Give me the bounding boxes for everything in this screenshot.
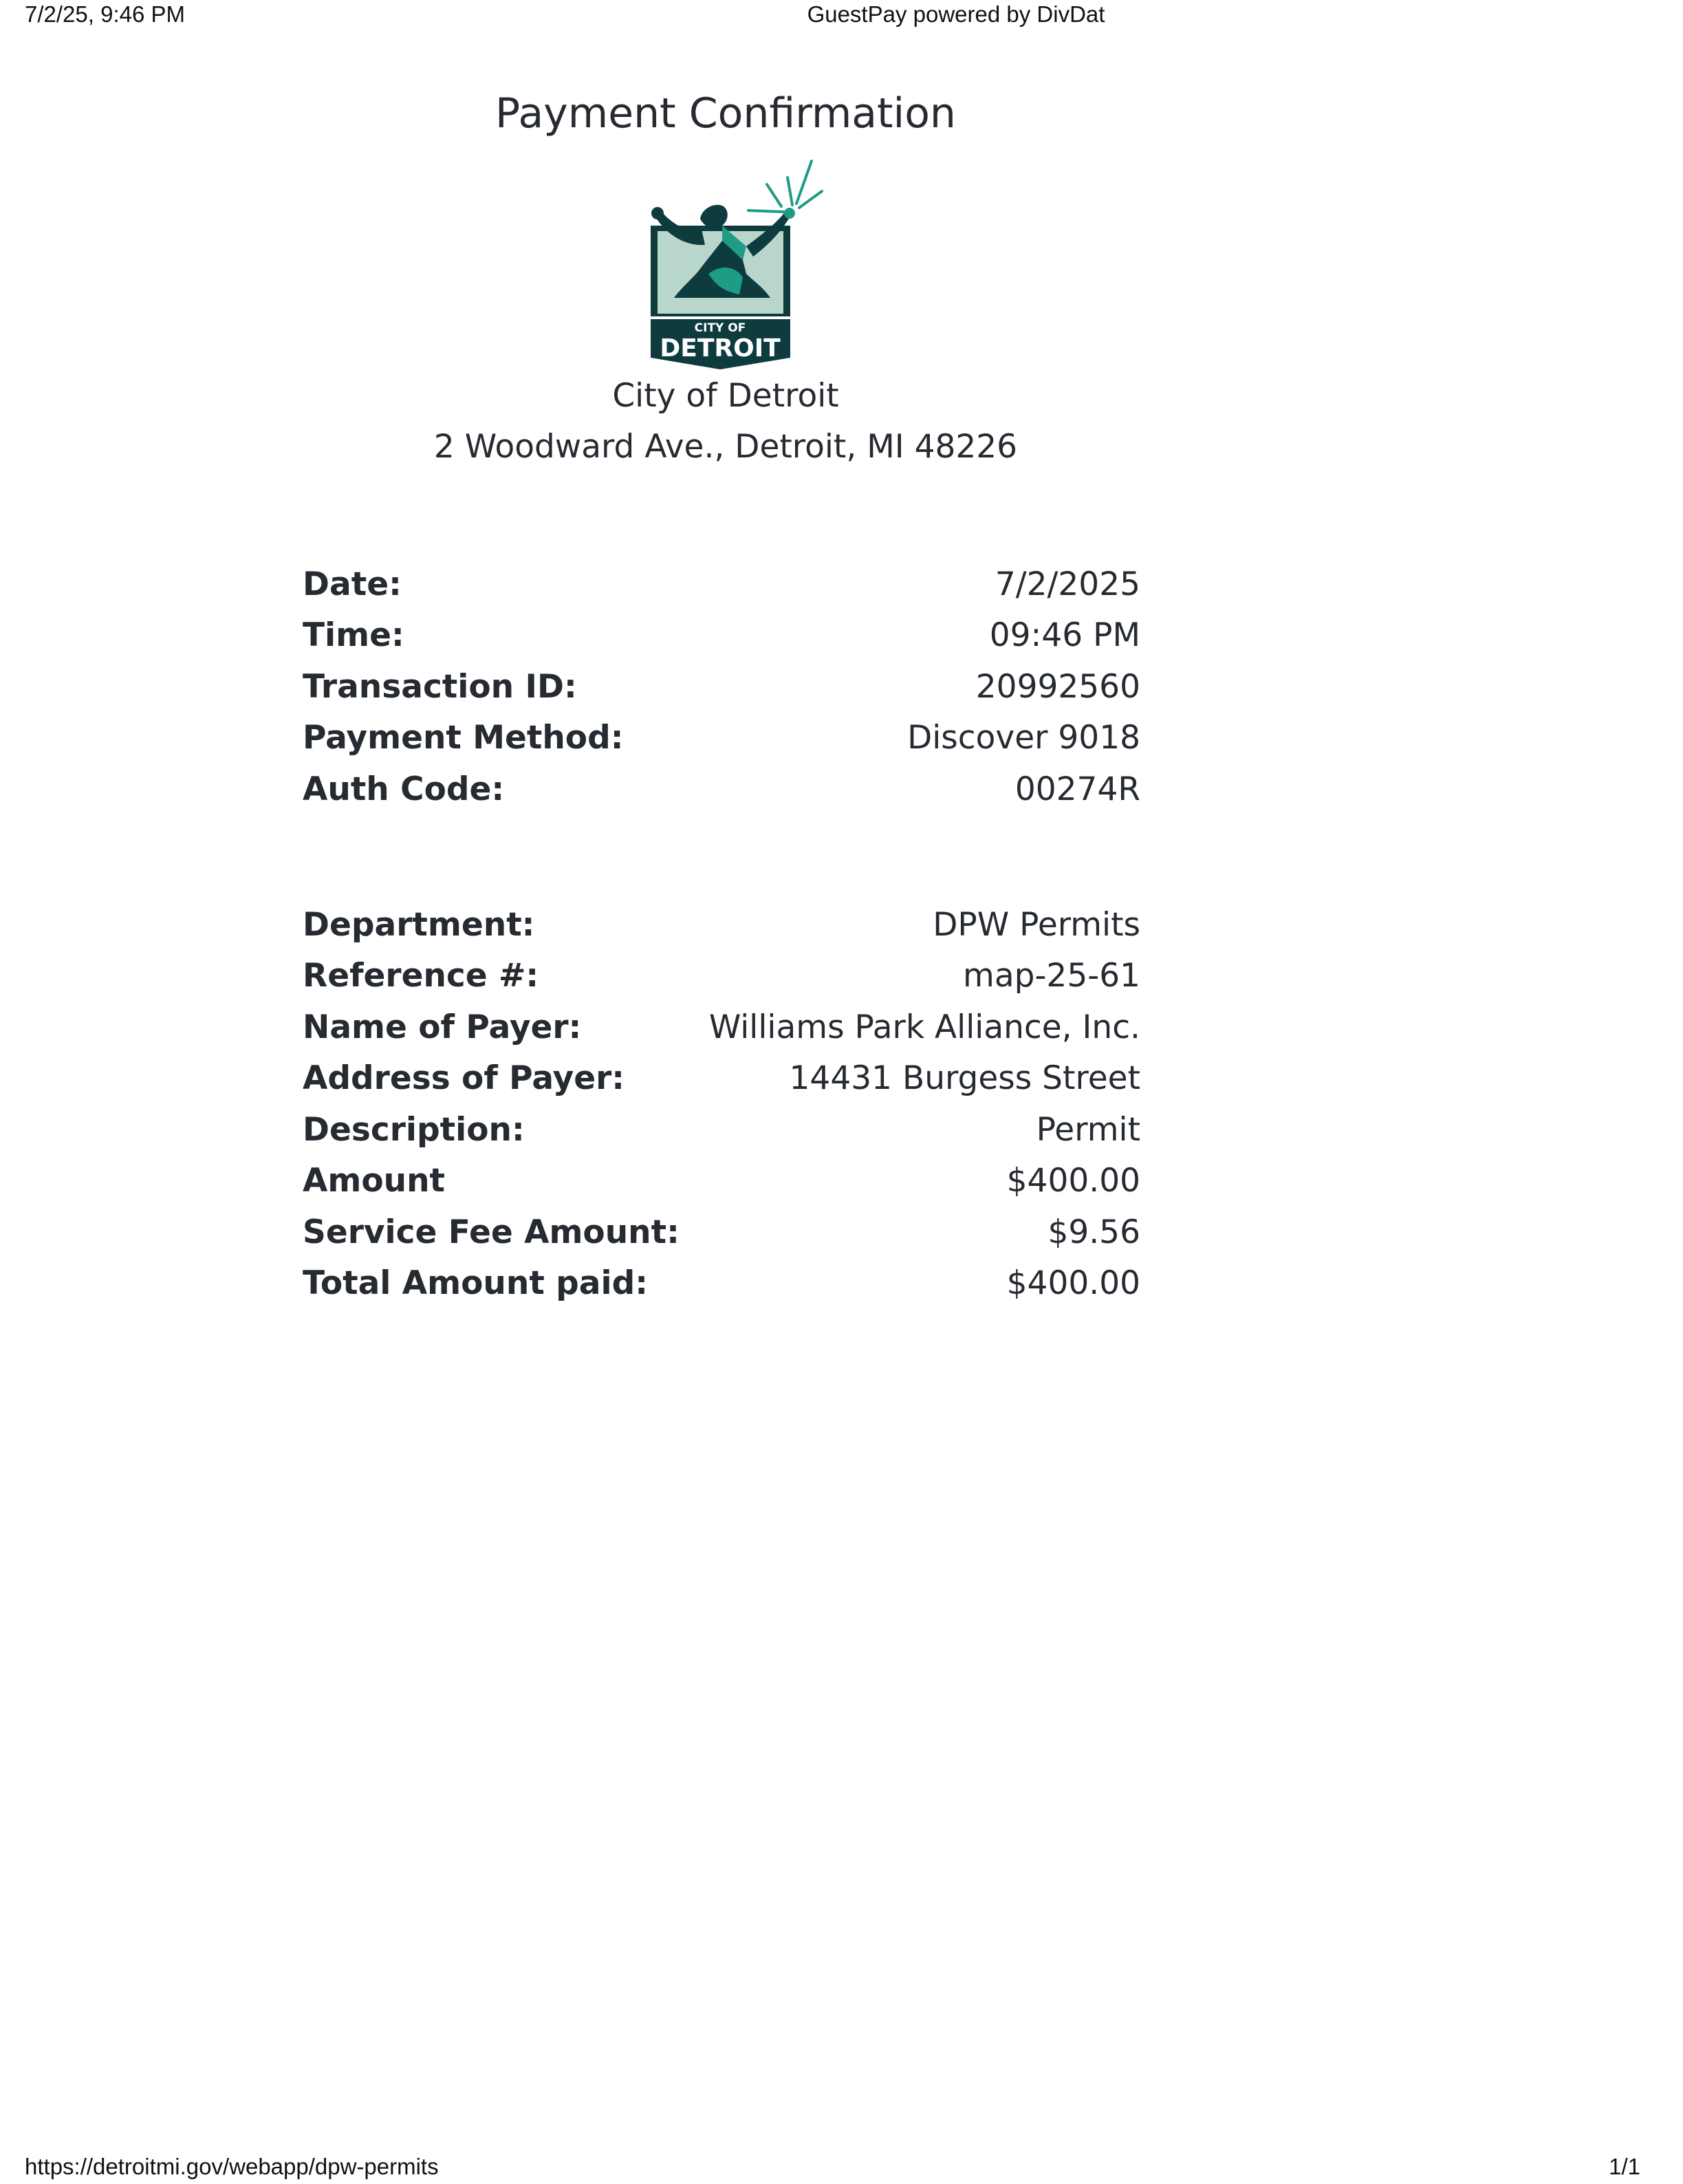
row-value: Permit	[1036, 1110, 1140, 1149]
transaction-row-time	[303, 610, 1140, 662]
details-section	[303, 899, 1140, 1309]
print-header-title: GuestPay powered by DivDat	[807, 1, 1105, 27]
row-value: Williams Park Alliance, Inc.	[708, 1008, 1140, 1046]
print-footer-page-number: 1/1	[1609, 2154, 1640, 2179]
transaction-row-auth-code	[303, 764, 1140, 815]
row-value: 00274R	[1014, 770, 1140, 808]
transaction-row-date	[303, 559, 1140, 610]
row-value: DPW Permits	[933, 905, 1140, 944]
details-row-department	[303, 899, 1140, 951]
row-label: Auth Code:	[303, 770, 505, 808]
row-label: Payment Method:	[303, 719, 624, 757]
city-of-detroit-logo	[619, 157, 825, 377]
transaction-row-payment-method	[303, 713, 1140, 764]
row-label: Time:	[303, 616, 404, 655]
details-row-reference	[303, 951, 1140, 1002]
row-value: 14431 Burgess Street	[789, 1059, 1140, 1098]
organization-name: City of Detroit	[612, 377, 839, 415]
details-row-service-fee	[303, 1207, 1140, 1258]
row-label: Transaction ID:	[303, 667, 577, 706]
details-row-payer-name	[303, 1002, 1140, 1053]
print-header-datetime: 7/2/25, 9:46 PM	[25, 1, 185, 27]
organization-address: 2 Woodward Ave., Detroit, MI 48226	[433, 428, 1018, 466]
row-label: Name of Payer:	[303, 1008, 582, 1046]
row-label: Department:	[303, 905, 535, 944]
details-row-total-paid	[303, 1258, 1140, 1310]
row-value: $9.56	[1047, 1213, 1140, 1251]
transaction-row-transaction-id	[303, 661, 1140, 713]
row-label: Reference #:	[303, 957, 539, 995]
row-value: 20992560	[975, 667, 1140, 706]
row-label: Total Amount paid:	[303, 1264, 649, 1303]
row-label: Amount	[303, 1162, 446, 1200]
row-label: Address of Payer:	[303, 1059, 625, 1098]
logo-text-small: CITY OF	[694, 321, 746, 335]
row-value: $400.00	[1006, 1162, 1140, 1200]
row-label: Description:	[303, 1110, 525, 1149]
row-value: Discover 9018	[907, 719, 1140, 757]
transaction-section	[303, 559, 1140, 815]
details-row-amount	[303, 1156, 1140, 1207]
row-value: 09:46 PM	[989, 616, 1140, 655]
page-title: Payment Confirmation	[495, 89, 956, 138]
details-row-description	[303, 1104, 1140, 1156]
row-label: Service Fee Amount:	[303, 1213, 680, 1251]
row-value: $400.00	[1006, 1264, 1140, 1303]
row-label: Date:	[303, 565, 402, 603]
details-row-payer-address	[303, 1053, 1140, 1105]
row-value: 7/2/2025	[995, 565, 1140, 603]
row-value: map-25-61	[963, 957, 1140, 995]
print-footer-url: https://detroitmi.gov/webapp/dpw-permits	[25, 2154, 439, 2179]
logo-text-large: DETROIT	[660, 334, 781, 363]
